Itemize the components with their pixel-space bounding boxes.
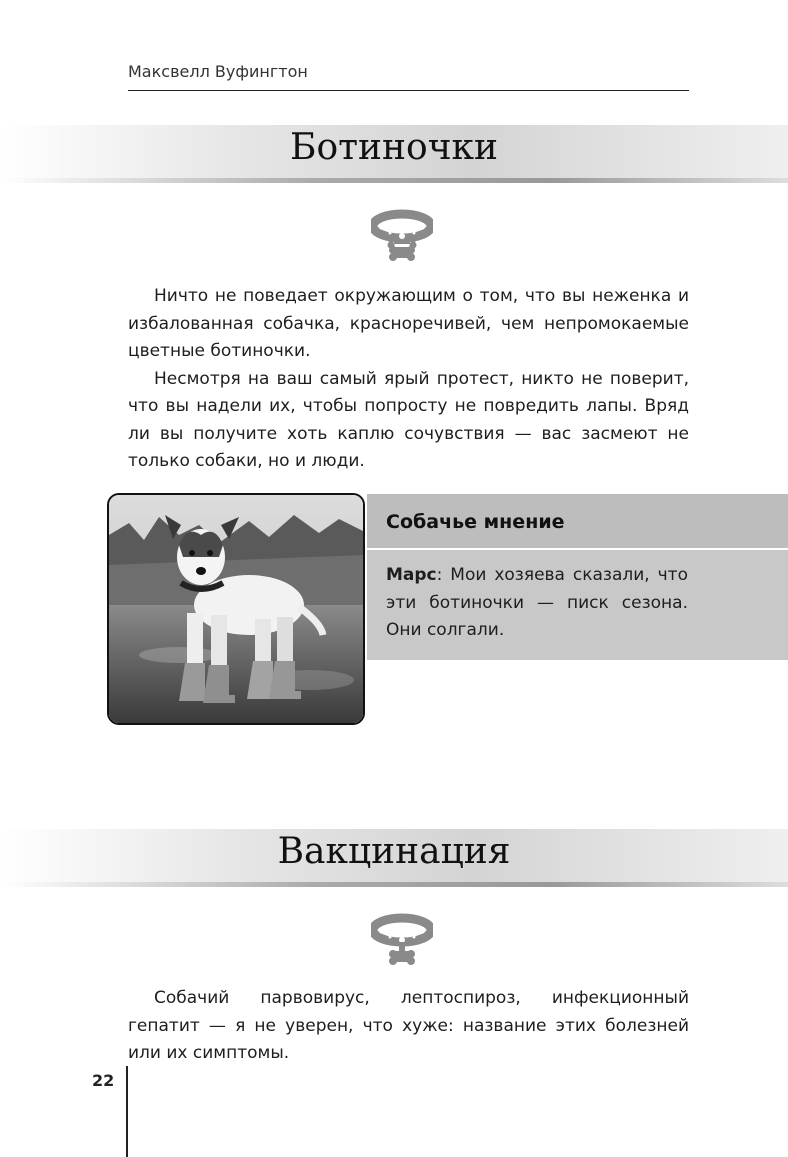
section-title: Ботиночки xyxy=(289,127,498,168)
opinion-body xyxy=(367,550,788,645)
section2-text xyxy=(128,985,689,1068)
paragraph: Несмотря на ваш самый ярый протест, никто не поверит, что вы надели их, чтобы попросту не повредить лапы. Вряд ли вы получите хоть каплю сочувствия — вас засмеют не только собаки, но и люди. xyxy=(128,368,689,471)
paragraph: Ничто не поведает окружающим о том, что вы неженка и избалованная собачка, красноречивей, чем непромокаемые цветные ботиночки. xyxy=(128,286,689,361)
section1-text xyxy=(128,283,689,476)
dog-collar-icon xyxy=(371,206,433,262)
opinion-text: : Мои хозяева сказали, что эти ботиночки — писк сезона. Они солгали. xyxy=(386,565,688,640)
section-banner-boots xyxy=(0,125,788,183)
section-banner-vaccination xyxy=(0,829,788,887)
dog-collar-icon xyxy=(371,910,433,966)
running-header-author: Максвелл Вуфингтон xyxy=(128,62,308,81)
page-number: 22 xyxy=(92,1071,115,1090)
opinion-speaker: Марс xyxy=(386,565,437,585)
page-number-rule xyxy=(126,1066,128,1157)
paragraph: Собачий парвовирус, лептоспироз, инфекционный гепатит — я не уверен, что хуже: название этих болезней или их симптомы. xyxy=(128,988,689,1063)
header-rule xyxy=(128,90,689,91)
section-title: Вакцинация xyxy=(277,831,511,872)
dog-opinion-box xyxy=(367,494,788,660)
dog-in-boots-photo xyxy=(107,493,365,725)
opinion-title: Собачье мнение xyxy=(367,494,788,550)
